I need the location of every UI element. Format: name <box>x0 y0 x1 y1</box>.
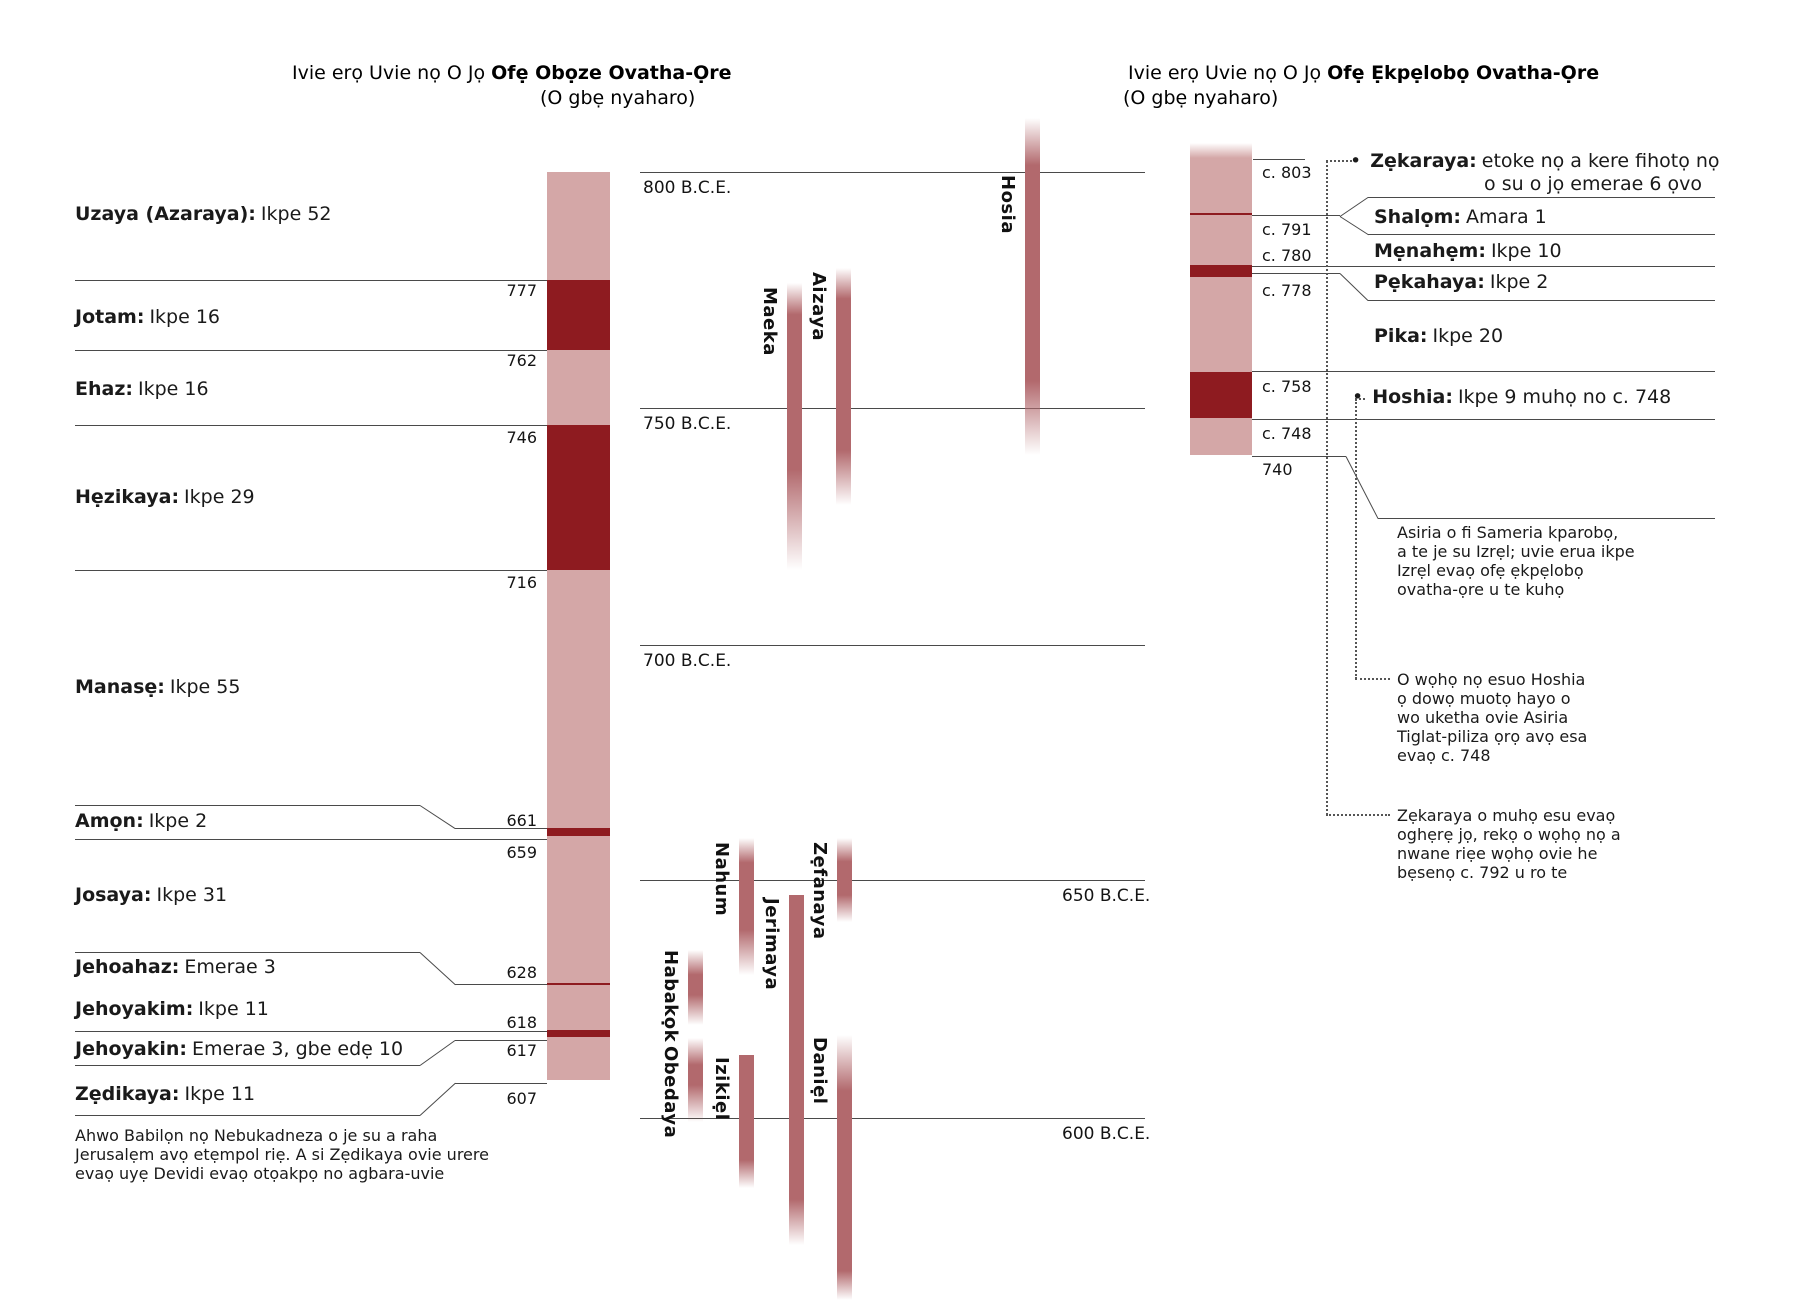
band-zedikaya <box>547 1037 610 1080</box>
judah-king-jehoyakim: Jehoyakim: Ikpe 11 <box>75 998 269 1020</box>
israel-pekahaya-diag <box>1340 273 1369 301</box>
judah-year-661: 661 <box>506 811 537 830</box>
judah-sep-661-a <box>75 805 420 806</box>
israel-line-740-b <box>1378 518 1715 519</box>
prophet-label-hosia: Hosia <box>997 175 1018 234</box>
judah-sep-628-b <box>455 984 547 985</box>
prophet-label-izikiel: Izikiẹl <box>711 1057 732 1121</box>
judah-king-zedikaya: Zẹdikaya: Ikpe 11 <box>75 1083 256 1105</box>
israel-line-shalom-bottom <box>1368 234 1715 235</box>
judah-king-jotam: Jotam: Ikpe 16 <box>75 306 221 328</box>
annotation-asiria: Asiria o fi Sameria kparobọ, a te je su Izrẹl; uvie erua ikpe Izrẹl evaọ ofẹ ẹkpẹlobọ ovatha-ọre u te kuhọ <box>1397 523 1635 599</box>
judah-sep-607-diag <box>420 1083 456 1116</box>
israel-year-758: c. 758 <box>1262 377 1312 396</box>
band-hoshia-early <box>1190 372 1252 418</box>
prophet-label-jerimaya: Jerimaya <box>761 898 782 991</box>
prophet-bar-nahum <box>739 838 754 975</box>
band-hezikaya <box>547 425 610 570</box>
israel-king-pika: Pika: Ikpe 20 <box>1374 325 1504 347</box>
israel-line-780 <box>1252 266 1715 267</box>
israel-header-sub: (O gbẹ nyaharo) <box>1123 87 1279 109</box>
band-pre-zekaraya <box>1190 158 1252 213</box>
judah-king-manase: Manasẹ: Ikpe 55 <box>75 676 241 698</box>
israel-line-748 <box>1252 419 1715 420</box>
israel-king-pekahaya: Pẹkahaya: Ikpe 2 <box>1374 271 1549 293</box>
judah-sep-746 <box>75 425 547 426</box>
israel-king-zekaraya: • Zẹkaraya: etoke nọ a kere fihotọ nọ o su o jọ emerae 6 ọvo <box>1350 150 1720 195</box>
band-pika <box>1190 277 1252 372</box>
prophet-label-aizaya: Aizaya <box>808 272 829 342</box>
judah-year-607: 607 <box>506 1089 537 1108</box>
prophet-label-habakok: Habakọk <box>660 950 681 1043</box>
judah-year-659: 659 <box>506 843 537 862</box>
band-ehaz <box>547 350 610 425</box>
prophet-bar-daniel <box>837 1035 852 1300</box>
axis-line-700 <box>640 645 1145 646</box>
band-uzaya <box>547 172 610 280</box>
judah-year-762: 762 <box>506 351 537 370</box>
band-amon <box>547 828 610 836</box>
judah-king-hezikaya: Hẹzikaya: Ikpe 29 <box>75 486 255 508</box>
band-jotam <box>547 280 610 350</box>
zekaraya-bullet: • <box>1350 150 1362 172</box>
judah-note-line3: evaọ uyẹ Devidi evaọ otọakpọ no agbara-uvie <box>75 1164 445 1183</box>
judah-king-amon: Amọn: Ikpe 2 <box>75 810 208 832</box>
judah-note <box>75 1126 489 1183</box>
judah-note-line2: Jerusalẹm avọ etẹmpol riẹ. A si Zẹdikaya ovie urere <box>75 1145 489 1164</box>
prophet-bar-aizaya <box>836 268 851 505</box>
israel-king-hoshia: • Hoshia: Ikpe 9 muhọ no c. 748 <box>1352 386 1672 408</box>
israel-year-748: c. 748 <box>1262 424 1312 443</box>
axis-line-800 <box>640 172 1145 173</box>
prophet-label-nahum: Nahum <box>711 842 732 917</box>
zekaraya-dotted-bottom <box>1326 814 1390 816</box>
judah-year-618: 618 <box>506 1013 537 1032</box>
israel-line-740-diag <box>1346 456 1379 519</box>
judah-note-line1: Ahwo Babilọn nọ Nebukadneza o je su a raha <box>75 1126 438 1145</box>
axis-label-600: 600 B.C.E. <box>1062 1124 1151 1144</box>
axis-label-800: 800 B.C.E. <box>643 178 732 198</box>
annotation-hoshia: O wọhọ nọ esuo Hoshia ọ dowọ muotọ hayo o wo uketha ovie Asiria Tiglat-piliza ọrọ avọ esa evaọ c. 748 <box>1397 670 1588 765</box>
prophet-bar-habakok <box>688 950 703 1025</box>
israel-header-bold: Ofẹ Ẹkpẹlobọ Ovatha-Ọre <box>1327 62 1600 84</box>
prophet-label-daniel: Daniẹl <box>809 1037 830 1105</box>
band-hoshia <box>1190 418 1252 455</box>
zekaraya-dotted-top <box>1326 160 1352 162</box>
israel-bar-fade-cap <box>1190 143 1252 158</box>
israel-king-menahem: Mẹnahẹm: Ikpe 10 <box>1374 240 1562 262</box>
prophet-bar-jerimaya <box>789 895 804 1245</box>
prophet-label-zefanaya: Zẹfanaya <box>809 842 830 940</box>
band-pekahaya <box>1190 265 1252 277</box>
judah-sep-659 <box>75 839 547 840</box>
israel-bracket-up <box>1340 197 1369 217</box>
judah-year-746: 746 <box>506 428 537 447</box>
band-jehoyakin <box>547 1030 610 1037</box>
judah-header <box>292 62 732 84</box>
israel-year-780: c. 780 <box>1262 246 1312 265</box>
judah-sep-607-a <box>75 1115 420 1116</box>
judah-header-bold: Ofẹ Obọze Ovatha-Ọre <box>491 62 732 84</box>
judah-sep-628-diag <box>420 952 456 985</box>
zekaraya-dotted-vertical <box>1326 161 1328 815</box>
prophet-bar-izikiel <box>739 1055 754 1188</box>
judah-king-josaya: Josaya: Ikpe 31 <box>75 884 228 906</box>
judah-king-ehaz: Ehaz: Ikpe 16 <box>75 378 209 400</box>
axis-line-750 <box>640 408 1145 409</box>
israel-line-758 <box>1252 371 1715 372</box>
israel-line-shalom-top <box>1368 197 1715 198</box>
band-jehoyakim <box>547 985 610 1030</box>
israel-header-prefix: Ivie erọ Uvie nọ O Jọ <box>1128 62 1322 84</box>
israel-year-778: c. 778 <box>1262 281 1312 300</box>
axis-label-650: 650 B.C.E. <box>1062 886 1151 906</box>
israel-header <box>1128 62 1599 84</box>
annotation-zekaraya: Zẹkaraya o muhọ esu evaọ oghẹrẹ jọ, rekọ o wọhọ nọ a nwane riẹe wọhọ ovie he bẹsenọ c. 792 u ro te <box>1397 806 1621 882</box>
prophet-label-obedaya: Obedaya <box>660 1046 681 1139</box>
axis-label-750: 750 B.C.E. <box>643 414 732 434</box>
hoshia-dotted-bottom <box>1355 678 1390 680</box>
judah-sep-716 <box>75 570 547 571</box>
judah-sep-617-diag <box>420 1040 456 1066</box>
band-manase <box>547 570 610 828</box>
israel-line-pekahaya-bottom <box>1368 300 1715 301</box>
band-menahem <box>1190 215 1252 265</box>
prophet-bar-hosia <box>1025 118 1040 455</box>
prophet-bar-zefanaya <box>837 838 852 922</box>
hoshia-dotted-vertical <box>1355 399 1357 679</box>
israel-tick-803 <box>1253 159 1305 160</box>
judah-year-617: 617 <box>506 1041 537 1060</box>
israel-year-740: 740 <box>1262 460 1293 479</box>
judah-king-jehoahaz: Jehoahaz: Emerae 3 <box>75 956 276 978</box>
israel-year-791: c. 791 <box>1262 220 1312 239</box>
judah-sep-661-diag <box>420 805 456 829</box>
israel-king-shalom: Shalọm: Amara 1 <box>1374 206 1547 228</box>
israel-king-zekaraya-line2: o su o jọ emerae 6 ọvo <box>1484 173 1702 195</box>
judah-king-jehoyakin: Jehoyakin: Emerae 3, gbe edẹ 10 <box>75 1038 404 1060</box>
judah-header-sub: (O gbẹ nyaharo) <box>540 87 696 109</box>
israel-line-740-a <box>1252 456 1346 457</box>
israel-reign-bar <box>1190 158 1252 455</box>
judah-sep-607-b <box>455 1083 547 1084</box>
israel-year-803: c. 803 <box>1262 163 1312 182</box>
prophet-bar-obedaya <box>688 1038 703 1122</box>
prophet-label-maeka: Maeka <box>759 287 780 356</box>
judah-sep-617-a <box>75 1065 420 1066</box>
judah-reign-bar <box>547 172 610 1080</box>
prophet-bar-maeka <box>787 283 802 570</box>
judah-year-628: 628 <box>506 963 537 982</box>
hoshia-bullet: • <box>1352 386 1364 408</box>
axis-label-700: 700 B.C.E. <box>643 651 732 671</box>
judah-year-716: 716 <box>506 573 537 592</box>
israel-bracket-down <box>1340 216 1369 235</box>
judah-header-prefix: Ivie erọ Uvie nọ O Jọ <box>292 62 486 84</box>
band-josaya <box>547 836 610 983</box>
judah-king-uzaya: Uzaya (Azaraya): Ikpe 52 <box>75 203 332 225</box>
judah-year-777: 777 <box>506 281 537 300</box>
judah-sep-628-a <box>75 952 420 953</box>
